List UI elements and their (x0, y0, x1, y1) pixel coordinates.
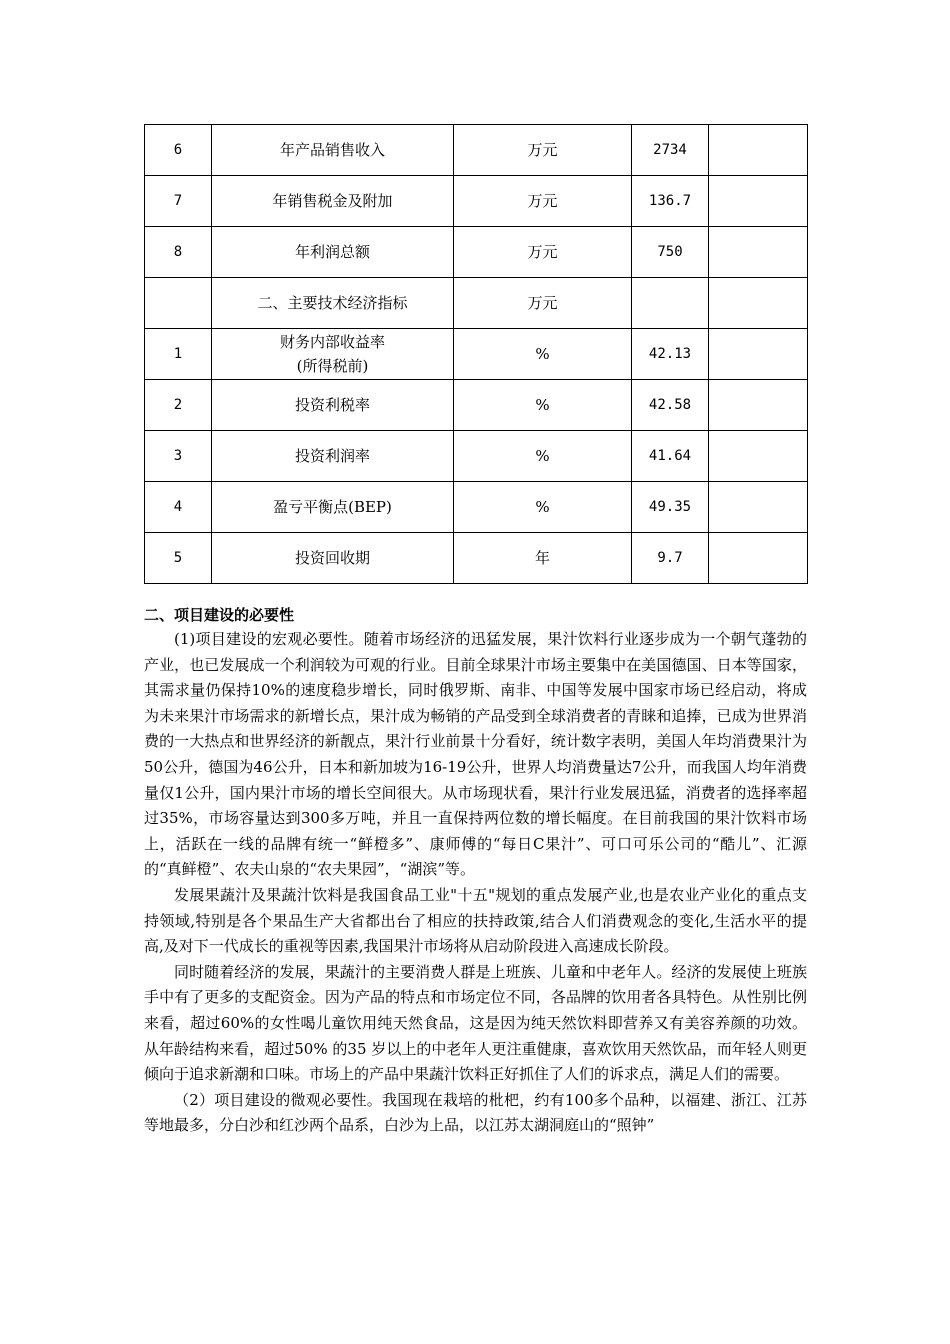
paragraph: (1)项目建设的宏观必要性。随着市场经济的迅猛发展，果汁饮料行业逐步成为一个朝气蓬勃的产业，也已发展成一个利润较为可观的行业。目前全球果汁市场主要集中在美国德国、日本等国家，其需求量仍保持10%的速度稳步增长，同时俄罗斯、南非、中国等发展中国家市场已经启动，将成为未来果汁市场需求的新增长点，果汁成为畅销的产品受到全球消费者的青睐和追捧，已成为世界消费的一大热点和世界经济的新靓点，果汁行业前景十分看好，统计数字表明，美国人年均消费果汁为50公升，德国为46公升，日本和新加坡为16-19公升，世界人均消费量达7公升，而我国人均年消费量仅1公升，国内果汁市场的增长空间很大。从市场现状看，果汁行业发展迅猛，消费者的选择率超过35%，市场容量达到300多万吨，并且一直保持两位数的增长幅度。在目前我国的果汁饮料市场上，活跃在一线的品牌有统一“鲜橙多”、康师傅的“每日C果汁”、可口可乐公司的“酷儿”、汇源的“真鲜橙”、农夫山泉的“农夫果园”，“湖滨”等。 (144, 630, 807, 879)
value-cell: 750 (632, 227, 709, 278)
item-name-cell: 年利润总额 (212, 227, 454, 278)
row-number-cell: 6 (145, 125, 212, 176)
unit-cell: 万元 (454, 227, 632, 278)
table-row (145, 278, 808, 329)
item-name-cell: 投资利润率 (212, 431, 454, 482)
unit-cell: % (454, 431, 632, 482)
unit-cell: % (454, 482, 632, 533)
paragraph: （2）项目建设的微观必要性。我国现在栽培的枇杷，约有100多个品种，以福建、浙江、江苏等地最多，分白沙和红沙两个品系，白沙为上品，以江苏太湖洞庭山的“照钟” (144, 1090, 807, 1135)
value-cell: 42.13 (632, 329, 709, 380)
value-cell: 49.35 (632, 482, 709, 533)
unit-cell: % (454, 380, 632, 431)
row-number-cell: 7 (145, 176, 212, 227)
paragraph: 发展果蔬汁及果蔬汁饮料是我国食品工业"十五"规划的重点发展产业,也是农业产业化的重点支持领域,特别是各个果品生产大省都出台了相应的扶持政策,结合人们消费观念的变化,生活水平的提高,及对下一代成长的重视等因素,我国果汁市场将从启动阶段进入高速成长阶段。 (144, 885, 807, 956)
row-number-cell: 8 (145, 227, 212, 278)
unit-cell: 万元 (454, 125, 632, 176)
value-cell: 136.7 (632, 176, 709, 227)
unit-cell: 年 (454, 533, 632, 584)
section-heading: 二、项目建设的必要性 (144, 606, 295, 624)
row-number-cell (145, 278, 212, 329)
item-name-cell: 盈亏平衡点(BEP) (212, 482, 454, 533)
value-cell: 41.64 (632, 431, 709, 482)
section-body (144, 627, 807, 1139)
table-row (145, 176, 808, 227)
unit-cell: 万元 (454, 278, 632, 329)
note-cell (709, 431, 808, 482)
note-cell (709, 380, 808, 431)
note-cell (709, 533, 808, 584)
value-cell (632, 278, 709, 329)
table-row (145, 482, 808, 533)
unit-cell: 万元 (454, 176, 632, 227)
paragraph: 同时随着经济的发展，果蔬汁的主要消费人群是上班族、儿童和中老年人。经济的发展使上班族手中有了更多的支配资金。因为产品的特点和市场定位不同，各品牌的饮用者各具特色。从性别比例来看，超过60%的女性喝儿童饮用纯天然食品，这是因为纯天然饮料即营养又有美容养颜的功效。从年龄结构来看，超过50% 的35 岁以上的中老年人更注重健康，喜欢饮用天然饮品，而年轻人则更倾向于追求新潮和口味。市场上的产品中果蔬汁饮料正好抓住了人们的诉求点，满足人们的需要。 (144, 962, 807, 1084)
note-cell (709, 125, 808, 176)
item-name-cell: 财务内部收益率 (所得税前) (212, 329, 454, 380)
table-row (145, 431, 808, 482)
value-cell: 9.7 (632, 533, 709, 584)
item-name-cell: 投资回收期 (212, 533, 454, 584)
item-name-cell: 二、主要技术经济指标 (212, 278, 454, 329)
note-cell (709, 176, 808, 227)
value-cell: 42.58 (632, 380, 709, 431)
note-cell (709, 278, 808, 329)
unit-cell: % (454, 329, 632, 380)
item-name-cell: 年销售税金及附加 (212, 176, 454, 227)
row-number-cell: 3 (145, 431, 212, 482)
table-row (145, 227, 808, 278)
row-number-cell: 5 (145, 533, 212, 584)
note-cell (709, 482, 808, 533)
note-cell (709, 227, 808, 278)
table-row (145, 380, 808, 431)
economic-indicators-table (144, 124, 808, 584)
row-number-cell: 2 (145, 380, 212, 431)
row-number-cell: 4 (145, 482, 212, 533)
note-cell (709, 329, 808, 380)
value-cell: 2734 (632, 125, 709, 176)
table-row (145, 125, 808, 176)
item-name-cell: 投资利税率 (212, 380, 454, 431)
table-row (145, 329, 808, 380)
table-row (145, 533, 808, 584)
row-number-cell: 1 (145, 329, 212, 380)
item-name-cell: 年产品销售收入 (212, 125, 454, 176)
